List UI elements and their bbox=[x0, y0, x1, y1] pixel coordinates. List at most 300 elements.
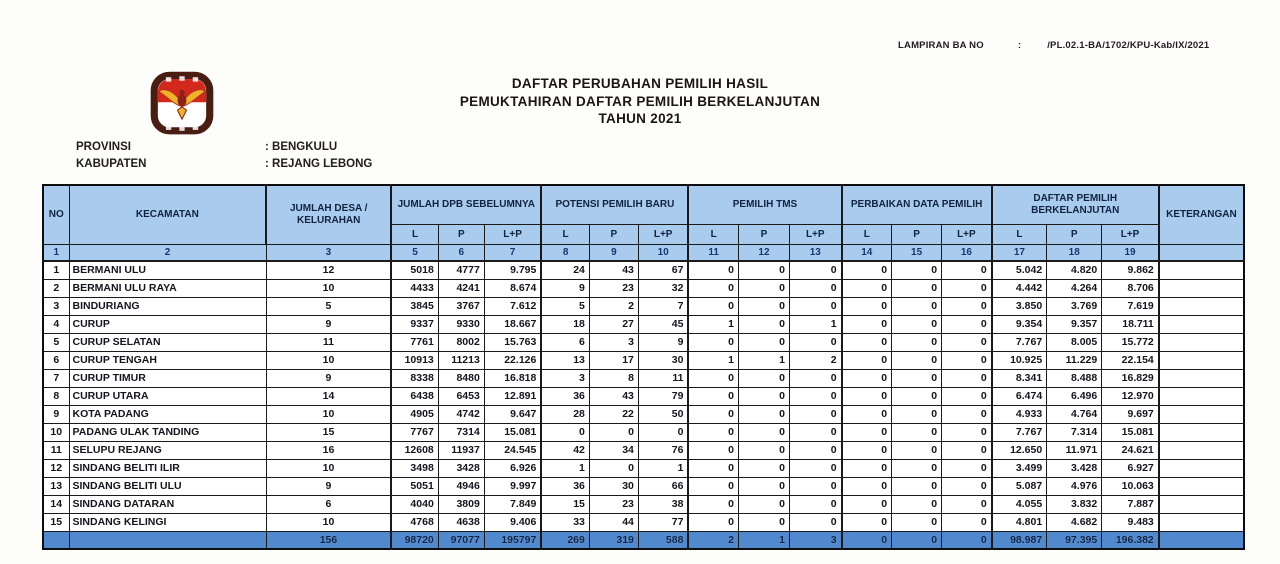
value-cell: 0 bbox=[842, 441, 892, 459]
value-cell: 0 bbox=[688, 423, 738, 441]
value-cell: 0 bbox=[688, 387, 738, 405]
total-cell: 319 bbox=[589, 531, 638, 549]
keterangan-cell bbox=[1159, 477, 1244, 495]
dpb-table bbox=[42, 184, 1245, 550]
column-number-cell: 18 bbox=[1047, 244, 1102, 261]
value-cell: 22.154 bbox=[1102, 351, 1159, 369]
subcol-l: L bbox=[688, 224, 738, 244]
value-cell: 11.229 bbox=[1047, 351, 1102, 369]
value-cell: 36 bbox=[541, 477, 589, 495]
total-cell: 156 bbox=[266, 531, 391, 549]
table-row bbox=[43, 261, 1244, 279]
value-cell: 12608 bbox=[391, 441, 438, 459]
total-cell: 97.395 bbox=[1047, 531, 1102, 549]
value-cell: 0 bbox=[688, 369, 738, 387]
value-cell: 6453 bbox=[438, 387, 484, 405]
column-number-cell: 8 bbox=[541, 244, 589, 261]
keterangan-cell bbox=[1159, 459, 1244, 477]
value-cell: 3.499 bbox=[992, 459, 1047, 477]
value-cell: 0 bbox=[738, 297, 789, 315]
value-cell: 7.619 bbox=[1102, 297, 1159, 315]
value-cell: 6 bbox=[541, 333, 589, 351]
value-cell: 9.795 bbox=[484, 261, 541, 279]
value-cell: 3498 bbox=[391, 459, 438, 477]
value-cell: 76 bbox=[638, 441, 688, 459]
value-cell: 30 bbox=[589, 477, 638, 495]
value-cell: 4433 bbox=[391, 279, 438, 297]
value-cell: 11.971 bbox=[1047, 441, 1102, 459]
total-cell: 0 bbox=[892, 531, 942, 549]
column-number-cell: 7 bbox=[484, 244, 541, 261]
value-cell: 0 bbox=[688, 405, 738, 423]
value-cell: 0 bbox=[942, 459, 992, 477]
value-cell: 0 bbox=[942, 513, 992, 531]
value-cell: 10.925 bbox=[992, 351, 1047, 369]
value-cell: 15 bbox=[266, 423, 391, 441]
value-cell: 0 bbox=[790, 333, 842, 351]
column-number-cell: 9 bbox=[589, 244, 638, 261]
value-cell: 0 bbox=[688, 459, 738, 477]
value-cell: 15.081 bbox=[484, 423, 541, 441]
value-cell: 3 bbox=[541, 369, 589, 387]
value-cell: 0 bbox=[892, 279, 942, 297]
value-cell: 4742 bbox=[438, 405, 484, 423]
row-number-cell: 10 bbox=[43, 423, 69, 441]
value-cell: 0 bbox=[892, 351, 942, 369]
value-cell: 3.769 bbox=[1047, 297, 1102, 315]
value-cell: 6 bbox=[266, 495, 391, 513]
value-cell: 0 bbox=[842, 261, 892, 279]
value-cell: 5.042 bbox=[992, 261, 1047, 279]
kecamatan-cell: BERMANI ULU RAYA bbox=[69, 279, 266, 297]
column-number-cell: 10 bbox=[638, 244, 688, 261]
value-cell: 0 bbox=[892, 369, 942, 387]
value-cell: 42 bbox=[541, 441, 589, 459]
subcol-l: L bbox=[541, 224, 589, 244]
value-cell: 16.818 bbox=[484, 369, 541, 387]
value-cell: 30 bbox=[638, 351, 688, 369]
value-cell: 3.850 bbox=[992, 297, 1047, 315]
value-cell: 8.341 bbox=[992, 369, 1047, 387]
value-cell: 43 bbox=[589, 261, 638, 279]
value-cell: 0 bbox=[842, 297, 892, 315]
value-cell: 5018 bbox=[391, 261, 438, 279]
keterangan-cell bbox=[1159, 279, 1244, 297]
value-cell: 24.621 bbox=[1102, 441, 1159, 459]
total-cell bbox=[43, 531, 69, 549]
value-cell: 0 bbox=[942, 297, 992, 315]
title-line-1: DAFTAR PERUBAHAN PEMILIH HASIL bbox=[511, 76, 769, 91]
value-cell: 0 bbox=[790, 423, 842, 441]
value-cell: 0 bbox=[638, 423, 688, 441]
value-cell: 4.820 bbox=[1047, 261, 1102, 279]
kecamatan-cell: CURUP SELATAN bbox=[69, 333, 266, 351]
value-cell: 9 bbox=[266, 369, 391, 387]
value-cell: 4241 bbox=[438, 279, 484, 297]
value-cell: 24 bbox=[541, 261, 589, 279]
value-cell: 2 bbox=[790, 351, 842, 369]
value-cell: 7.767 bbox=[992, 423, 1047, 441]
value-cell: 0 bbox=[738, 513, 789, 531]
value-cell: 12.650 bbox=[992, 441, 1047, 459]
subcol-l: L bbox=[391, 224, 438, 244]
value-cell: 7.767 bbox=[992, 333, 1047, 351]
value-cell: 0 bbox=[790, 405, 842, 423]
value-cell: 10 bbox=[266, 351, 391, 369]
value-cell: 0 bbox=[842, 477, 892, 495]
value-cell: 10913 bbox=[391, 351, 438, 369]
value-cell: 6.926 bbox=[484, 459, 541, 477]
kecamatan-cell: KOTA PADANG bbox=[69, 405, 266, 423]
column-number-row bbox=[43, 244, 1244, 261]
row-number-cell: 11 bbox=[43, 441, 69, 459]
value-cell: 0 bbox=[942, 261, 992, 279]
value-cell: 22 bbox=[589, 405, 638, 423]
subcol-lp: L+P bbox=[790, 224, 842, 244]
value-cell: 4.682 bbox=[1047, 513, 1102, 531]
kecamatan-cell: SINDANG KELINGI bbox=[69, 513, 266, 531]
value-cell: 0 bbox=[942, 333, 992, 351]
value-cell: 6.496 bbox=[1047, 387, 1102, 405]
kabupaten-row bbox=[76, 156, 372, 174]
col-group-perbaikan-data: PERBAIKAN DATA PEMILIH bbox=[842, 185, 992, 224]
keterangan-cell bbox=[1159, 423, 1244, 441]
value-cell: 15.763 bbox=[484, 333, 541, 351]
value-cell: 4.055 bbox=[992, 495, 1047, 513]
value-cell: 4768 bbox=[391, 513, 438, 531]
value-cell: 0 bbox=[892, 333, 942, 351]
column-number-cell: 15 bbox=[892, 244, 942, 261]
value-cell: 9.354 bbox=[992, 315, 1047, 333]
value-cell: 8.674 bbox=[484, 279, 541, 297]
value-cell: 0 bbox=[790, 387, 842, 405]
value-cell: 0 bbox=[541, 423, 589, 441]
value-cell: 3809 bbox=[438, 495, 484, 513]
kecamatan-cell: SELUPU REJANG bbox=[69, 441, 266, 459]
value-cell: 23 bbox=[589, 279, 638, 297]
value-cell: 0 bbox=[942, 441, 992, 459]
provinsi-value: : BENGKULU bbox=[265, 140, 338, 153]
total-cell bbox=[69, 531, 266, 549]
value-cell: 0 bbox=[790, 441, 842, 459]
value-cell: 13 bbox=[541, 351, 589, 369]
total-cell: 588 bbox=[638, 531, 688, 549]
value-cell: 4.801 bbox=[992, 513, 1047, 531]
value-cell: 9337 bbox=[391, 315, 438, 333]
value-cell: 0 bbox=[842, 387, 892, 405]
value-cell: 0 bbox=[842, 423, 892, 441]
total-cell: 0 bbox=[942, 531, 992, 549]
keterangan-cell bbox=[1159, 369, 1244, 387]
value-cell: 0 bbox=[688, 495, 738, 513]
value-cell: 8480 bbox=[438, 369, 484, 387]
title-line-3: TAHUN 2021 bbox=[598, 111, 682, 126]
subcol-lp: L+P bbox=[942, 224, 992, 244]
value-cell: 9 bbox=[638, 333, 688, 351]
value-cell: 9.697 bbox=[1102, 405, 1159, 423]
value-cell: 5 bbox=[266, 297, 391, 315]
value-cell: 0 bbox=[738, 279, 789, 297]
value-cell: 22.126 bbox=[484, 351, 541, 369]
value-cell: 44 bbox=[589, 513, 638, 531]
kecamatan-cell: CURUP TIMUR bbox=[69, 369, 266, 387]
value-cell: 6.474 bbox=[992, 387, 1047, 405]
value-cell: 4638 bbox=[438, 513, 484, 531]
lampiran-number: /PL.02.1-BA/1702/KPU-Kab/IX/2021 bbox=[1047, 40, 1210, 51]
total-cell: 3 bbox=[790, 531, 842, 549]
value-cell: 11 bbox=[638, 369, 688, 387]
value-cell: 0 bbox=[892, 459, 942, 477]
row-number-cell: 5 bbox=[43, 333, 69, 351]
value-cell: 4777 bbox=[438, 261, 484, 279]
keterangan-cell bbox=[1159, 351, 1244, 369]
kecamatan-cell: SINDANG DATARAN bbox=[69, 495, 266, 513]
value-cell: 0 bbox=[688, 279, 738, 297]
table-row bbox=[43, 459, 1244, 477]
region-info bbox=[76, 138, 372, 173]
subcol-l: L bbox=[842, 224, 892, 244]
value-cell: 36 bbox=[541, 387, 589, 405]
value-cell: 0 bbox=[790, 261, 842, 279]
kabupaten-value: : REJANG LEBONG bbox=[265, 158, 373, 171]
value-cell: 0 bbox=[738, 405, 789, 423]
value-cell: 8338 bbox=[391, 369, 438, 387]
value-cell: 15.081 bbox=[1102, 423, 1159, 441]
value-cell: 0 bbox=[942, 351, 992, 369]
table-row bbox=[43, 279, 1244, 297]
value-cell: 8.005 bbox=[1047, 333, 1102, 351]
value-cell: 9330 bbox=[438, 315, 484, 333]
value-cell: 43 bbox=[589, 387, 638, 405]
row-number-cell: 4 bbox=[43, 315, 69, 333]
total-cell: 195797 bbox=[484, 531, 541, 549]
col-header-desa: JUMLAH DESA / KELURAHAN bbox=[266, 185, 391, 244]
table-row bbox=[43, 513, 1244, 531]
kecamatan-cell: BINDURIANG bbox=[69, 297, 266, 315]
value-cell: 0 bbox=[942, 387, 992, 405]
value-cell: 4946 bbox=[438, 477, 484, 495]
col-header-keterangan: KETERANGAN bbox=[1159, 185, 1244, 244]
value-cell: 0 bbox=[892, 477, 942, 495]
column-number-cell: 13 bbox=[790, 244, 842, 261]
value-cell: 0 bbox=[892, 423, 942, 441]
value-cell: 4.933 bbox=[992, 405, 1047, 423]
value-cell: 10.063 bbox=[1102, 477, 1159, 495]
value-cell: 0 bbox=[688, 441, 738, 459]
value-cell: 3.832 bbox=[1047, 495, 1102, 513]
table-row bbox=[43, 297, 1244, 315]
column-number-cell bbox=[1159, 244, 1244, 261]
value-cell: 0 bbox=[892, 387, 942, 405]
value-cell: 0 bbox=[688, 513, 738, 531]
row-number-cell: 7 bbox=[43, 369, 69, 387]
value-cell: 0 bbox=[790, 369, 842, 387]
value-cell: 1 bbox=[638, 459, 688, 477]
value-cell: 9.647 bbox=[484, 405, 541, 423]
value-cell: 0 bbox=[942, 369, 992, 387]
value-cell: 4905 bbox=[391, 405, 438, 423]
value-cell: 9 bbox=[541, 279, 589, 297]
value-cell: 0 bbox=[892, 261, 942, 279]
value-cell: 8.488 bbox=[1047, 369, 1102, 387]
value-cell: 0 bbox=[738, 333, 789, 351]
value-cell: 0 bbox=[892, 441, 942, 459]
value-cell: 0 bbox=[738, 477, 789, 495]
value-cell: 7761 bbox=[391, 333, 438, 351]
keterangan-cell bbox=[1159, 495, 1244, 513]
value-cell: 0 bbox=[842, 495, 892, 513]
value-cell: 0 bbox=[688, 261, 738, 279]
value-cell: 12.970 bbox=[1102, 387, 1159, 405]
table-row bbox=[43, 333, 1244, 351]
value-cell: 0 bbox=[842, 405, 892, 423]
value-cell: 7.849 bbox=[484, 495, 541, 513]
value-cell: 0 bbox=[842, 513, 892, 531]
value-cell: 67 bbox=[638, 261, 688, 279]
value-cell: 11 bbox=[266, 333, 391, 351]
subcol-p: P bbox=[438, 224, 484, 244]
value-cell: 3767 bbox=[438, 297, 484, 315]
value-cell: 7 bbox=[638, 297, 688, 315]
value-cell: 2 bbox=[589, 297, 638, 315]
value-cell: 3845 bbox=[391, 297, 438, 315]
value-cell: 50 bbox=[638, 405, 688, 423]
row-number-cell: 15 bbox=[43, 513, 69, 531]
subcol-p: P bbox=[738, 224, 789, 244]
value-cell: 4.764 bbox=[1047, 405, 1102, 423]
value-cell: 5 bbox=[541, 297, 589, 315]
row-number-cell: 8 bbox=[43, 387, 69, 405]
value-cell: 45 bbox=[638, 315, 688, 333]
keterangan-cell bbox=[1159, 297, 1244, 315]
table-row bbox=[43, 423, 1244, 441]
value-cell: 0 bbox=[892, 513, 942, 531]
keterangan-cell bbox=[1159, 405, 1244, 423]
value-cell: 0 bbox=[589, 459, 638, 477]
value-cell: 0 bbox=[842, 279, 892, 297]
subcol-p: P bbox=[589, 224, 638, 244]
value-cell: 11213 bbox=[438, 351, 484, 369]
value-cell: 7767 bbox=[391, 423, 438, 441]
value-cell: 77 bbox=[638, 513, 688, 531]
value-cell: 28 bbox=[541, 405, 589, 423]
value-cell: 9.406 bbox=[484, 513, 541, 531]
total-cell: 2 bbox=[688, 531, 738, 549]
value-cell: 3 bbox=[589, 333, 638, 351]
value-cell: 9 bbox=[266, 315, 391, 333]
value-cell: 0 bbox=[738, 387, 789, 405]
total-cell: 0 bbox=[842, 531, 892, 549]
value-cell: 10 bbox=[266, 405, 391, 423]
col-header-no: NO bbox=[43, 185, 69, 244]
value-cell: 4.264 bbox=[1047, 279, 1102, 297]
total-cell: 98720 bbox=[391, 531, 438, 549]
value-cell: 0 bbox=[842, 315, 892, 333]
value-cell: 0 bbox=[790, 495, 842, 513]
value-cell: 3.428 bbox=[1047, 459, 1102, 477]
total-cell: 97077 bbox=[438, 531, 484, 549]
table-row bbox=[43, 495, 1244, 513]
value-cell: 0 bbox=[892, 405, 942, 423]
value-cell: 10 bbox=[266, 459, 391, 477]
subcol-lp: L+P bbox=[638, 224, 688, 244]
row-number-cell: 3 bbox=[43, 297, 69, 315]
keterangan-cell bbox=[1159, 387, 1244, 405]
value-cell: 18.711 bbox=[1102, 315, 1159, 333]
value-cell: 16 bbox=[266, 441, 391, 459]
value-cell: 15 bbox=[541, 495, 589, 513]
value-cell: 11937 bbox=[438, 441, 484, 459]
value-cell: 10 bbox=[266, 279, 391, 297]
keterangan-cell bbox=[1159, 441, 1244, 459]
value-cell: 8002 bbox=[438, 333, 484, 351]
column-number-cell: 19 bbox=[1102, 244, 1159, 261]
total-row bbox=[43, 531, 1244, 549]
value-cell: 9.862 bbox=[1102, 261, 1159, 279]
value-cell: 5051 bbox=[391, 477, 438, 495]
value-cell: 4.976 bbox=[1047, 477, 1102, 495]
row-number-cell: 6 bbox=[43, 351, 69, 369]
value-cell: 34 bbox=[589, 441, 638, 459]
value-cell: 32 bbox=[638, 279, 688, 297]
value-cell: 16.829 bbox=[1102, 369, 1159, 387]
value-cell: 0 bbox=[688, 297, 738, 315]
value-cell: 8.706 bbox=[1102, 279, 1159, 297]
value-cell: 7314 bbox=[438, 423, 484, 441]
provinsi-row bbox=[76, 138, 372, 156]
value-cell: 0 bbox=[738, 441, 789, 459]
value-cell: 15.772 bbox=[1102, 333, 1159, 351]
value-cell: 79 bbox=[638, 387, 688, 405]
subcol-lp: L+P bbox=[484, 224, 541, 244]
value-cell: 6.927 bbox=[1102, 459, 1159, 477]
value-cell: 12 bbox=[266, 261, 391, 279]
value-cell: 3428 bbox=[438, 459, 484, 477]
value-cell: 0 bbox=[790, 297, 842, 315]
row-number-cell: 13 bbox=[43, 477, 69, 495]
value-cell: 7.314 bbox=[1047, 423, 1102, 441]
value-cell: 0 bbox=[688, 333, 738, 351]
page-title bbox=[0, 75, 1280, 128]
total-cell: 269 bbox=[541, 531, 589, 549]
kecamatan-cell: SINDANG BELITI ULU bbox=[69, 477, 266, 495]
value-cell: 0 bbox=[688, 477, 738, 495]
subcol-lp: L+P bbox=[1102, 224, 1159, 244]
value-cell: 9.483 bbox=[1102, 513, 1159, 531]
value-cell: 0 bbox=[842, 333, 892, 351]
value-cell: 27 bbox=[589, 315, 638, 333]
value-cell: 6438 bbox=[391, 387, 438, 405]
kecamatan-cell: SINDANG BELITI ILIR bbox=[69, 459, 266, 477]
value-cell: 9 bbox=[266, 477, 391, 495]
row-number-cell: 12 bbox=[43, 459, 69, 477]
value-cell: 14 bbox=[266, 387, 391, 405]
value-cell: 0 bbox=[790, 513, 842, 531]
column-number-cell: 1 bbox=[43, 244, 69, 261]
value-cell: 0 bbox=[942, 423, 992, 441]
value-cell: 0 bbox=[842, 459, 892, 477]
column-number-cell: 14 bbox=[842, 244, 892, 261]
value-cell: 12.891 bbox=[484, 387, 541, 405]
row-number-cell: 14 bbox=[43, 495, 69, 513]
value-cell: 9.997 bbox=[484, 477, 541, 495]
column-number-cell: 11 bbox=[688, 244, 738, 261]
col-header-kecamatan: KECAMATAN bbox=[69, 185, 266, 244]
value-cell: 18 bbox=[541, 315, 589, 333]
value-cell: 0 bbox=[942, 405, 992, 423]
keterangan-cell bbox=[1159, 315, 1244, 333]
col-group-potensi-pemilih-baru: POTENSI PEMILIH BARU bbox=[541, 185, 688, 224]
